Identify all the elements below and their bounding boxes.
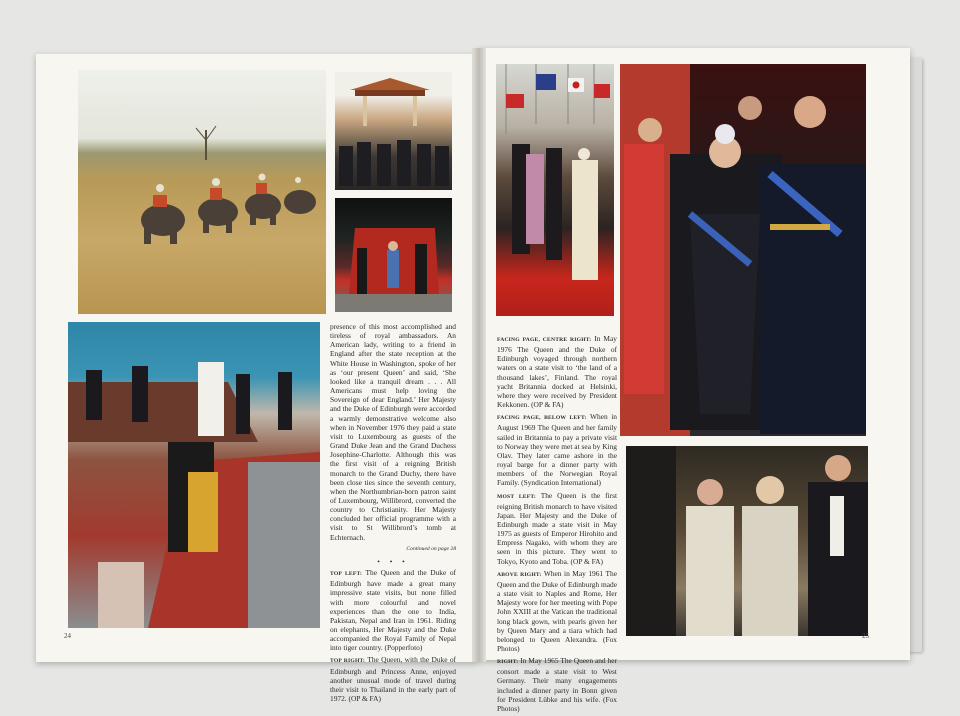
section-divider: • • • <box>377 556 409 566</box>
caption-above-right <box>497 569 617 653</box>
caption-heading: ABOVE RIGHT: <box>497 571 542 578</box>
caption-text: The Queen is the first reigning British monarch to have visited Japan. Her Majesty and the Duke of Edinburgh made a state visit in May 1975 as guests of Emperor Hirohito and Empress Nagako, with whom they are seen in this picture. They went to Tokyo, Kyoto and Toba. (OP & FA) <box>497 490 618 566</box>
photo-royal-barge <box>68 322 320 628</box>
page-number-left: 24 <box>64 632 71 640</box>
body-paragraph: presence of this most accomplished and tireless of royal ambassadors. An American lady, writing to a friend in England after the state reception at the White House in Washington, spoke of her as ‘our present Queen’ and said, ‘She looked like a tranquil dream . . . All Americans must help loving the Sovereign of dear England.’ Her Majesty and the Duke of Edinburgh were accorded a warmly demonstrative welcome also when in November 1976 they paid a state visit to Luxembourg as guests of the Grand Duke Jean and the Grand Duchess Josephine-Charlotte. Although this was the first visit of a reigning British monarch to the Grand Duchy, there have been close ties since the seventh century, when the Northumbrian-born patron saint of Luxembourg, Willibrord, converted the country to Christianity. Her Majesty concluded her official programme with a visit to St Willibrord’s tomb at Echternach. <box>330 322 456 542</box>
caption-text: The Queen and the Duke of Edinburgh have made a great many impressive state visits, but none filled with more colourful and novel experiences than the one to India, Pakistan, Nepal and Iran in 1961. Riding on elephants, Her Majesty and the Duke accompanied the Royal Family of Nepal into tiger country. (Popperfoto) <box>330 568 456 653</box>
left-text-column <box>330 322 456 706</box>
photo-queen-vatican <box>620 64 866 436</box>
page-number-right: 25 <box>862 632 869 640</box>
photo-thailand-pavilion <box>335 72 452 190</box>
caption-right <box>497 656 617 713</box>
right-text-column <box>497 334 617 716</box>
caption-heading: RIGHT: <box>497 659 519 666</box>
photo-red-carpet-arrival <box>335 198 452 312</box>
caption-most-left <box>497 491 617 566</box>
caption-text: When in August 1969 The Queen and her family sailed in Britannia to pay a private visit to Norway they were met at sea by King Olav. They later came ashore in the royal barge for a dinner party with members of the Norwegian Royal Family. (Syndication International) <box>497 412 617 488</box>
caption-heading: TOP LEFT: <box>330 571 363 578</box>
royal-barge-illustration <box>68 322 320 628</box>
caption-below-left <box>497 412 617 487</box>
caption-text: In May 1965 The Queen and her consort made a state visit to West Germany. Their many engagements included a dinner party in Bonn given for President Lübke and his wife. (Fox Photos) <box>497 656 617 713</box>
caption-heading: MOST LEFT: <box>497 493 536 500</box>
caption-top-right <box>330 655 456 703</box>
germany-dinner-illustration <box>626 446 868 636</box>
flags-reception-illustration <box>496 64 614 316</box>
caption-text: When in May 1961 The Queen and the Duke of Edinburgh made a state visit to Naples and Rome, Her Majesty wore for her meeting with Pope John XXIII at the Vatican the traditional long black gown, with pearls given her by Queen Mary and a tiara which had belonged to Queen Alexandra. (Fox Photos) <box>497 568 617 653</box>
continued-note: Continued on page 28 <box>406 545 456 552</box>
caption-top-left <box>330 568 456 652</box>
red-carpet-illustration <box>335 198 452 312</box>
queen-vatican-illustration <box>620 64 866 436</box>
caption-heading: FACING PAGE, CENTRE RIGHT: <box>497 337 592 343</box>
elephant-procession-illustration <box>78 70 326 314</box>
caption-centre-right <box>497 334 617 409</box>
caption-text: The Queen, with the Duke of Edinburgh and Princess Anne, enjoyed another unusual mode of travel during their visit to Thailand in the early part of 1972. (OP & FA) <box>330 655 456 704</box>
caption-text: In May 1976 The Queen and the Duke of Edinburgh voyaged through northern waters on a state visit to ‘the land of a thousand lakes’, Finland. The royal yacht Britannia docked at Helsinki, where they were received by President Kekkonen. (OP & FA) <box>497 334 617 410</box>
pavilion-illustration <box>335 72 452 190</box>
spine-gutter <box>472 48 486 662</box>
caption-heading: FACING PAGE, BELOW LEFT: <box>497 415 587 422</box>
photo-germany-dinner <box>626 446 868 636</box>
photo-elephants-nepal <box>78 70 326 314</box>
caption-heading: TOP RIGHT: <box>330 658 366 665</box>
photo-flags-reception <box>496 64 614 316</box>
